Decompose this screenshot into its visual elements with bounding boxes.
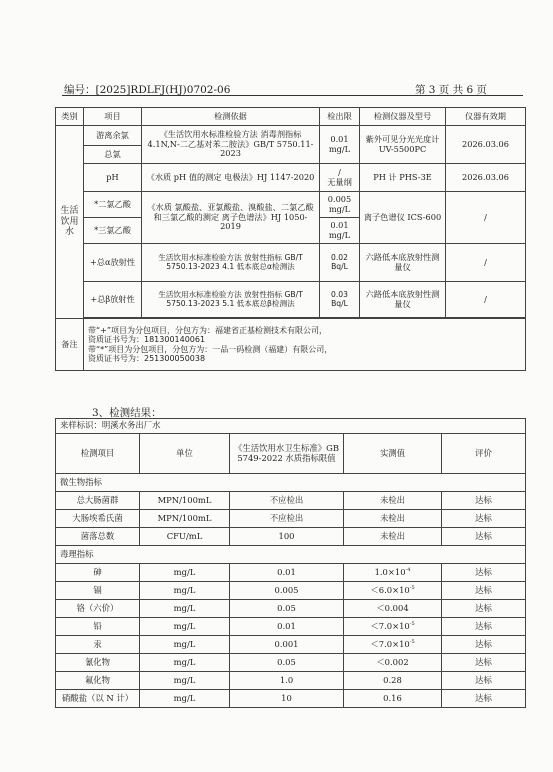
result-unit: mg/L <box>140 618 230 636</box>
validity-cell: / <box>446 244 526 282</box>
result-eval: 达标 <box>442 618 526 636</box>
result-unit: mg/L <box>140 600 230 618</box>
note-content <box>84 319 526 371</box>
result-eval: 达标 <box>442 510 526 528</box>
result-unit: mg/L <box>140 690 230 708</box>
result-value <box>344 618 442 636</box>
result-value: 0.16 <box>344 690 442 708</box>
item-cell: +总α放射性 <box>84 244 142 282</box>
method-cell: 《水质 pH 值的测定 电极法》HJ 1147-2020 <box>142 164 320 192</box>
report-number: 编号：[2025]RDLFJ(HJ)0702-06 <box>64 84 231 96</box>
col-header: 检测仪器及型号 <box>360 108 446 126</box>
value-exponent: -4 <box>405 566 411 573</box>
result-value <box>344 564 442 582</box>
item-cell: *二氯乙酸 <box>84 192 142 218</box>
method-cell: 《生活饮用水标准检验方法 消毒剂指标 4.1N,N-二乙基对苯二胺法》GB/T 5750.11-2023 <box>142 126 320 164</box>
col-header: 评价 <box>442 434 526 474</box>
instrument-cell: 离子色谱仪 ICS-600 <box>360 192 446 244</box>
result-item: 菌落总数 <box>56 528 140 546</box>
result-unit: mg/L <box>140 672 230 690</box>
note-line: 资质证书号为：181300140061 <box>88 335 206 345</box>
value-mantissa: 1.0×10 <box>374 566 406 577</box>
result-unit: mg/L <box>140 582 230 600</box>
item-cell: 总氯 <box>84 146 142 164</box>
limit-cell: 0.01 mg/L <box>320 218 360 244</box>
result-item: 硝酸盐（以 N 计） <box>56 690 140 708</box>
note-label: 备注 <box>56 319 84 371</box>
result-limit: 0.001 <box>230 636 344 654</box>
instrument-cell: 紫外可见分光光度计 UV-5500PC <box>360 126 446 164</box>
result-eval: 达标 <box>442 582 526 600</box>
result-unit: MPN/100mL <box>140 492 230 510</box>
result-unit: CFU/mL <box>140 528 230 546</box>
result-limit: 0.01 <box>230 564 344 582</box>
col-header: 实测值 <box>344 434 442 474</box>
limit-cell: 0.005 mg/L <box>320 192 360 218</box>
result-limit: 不应检出 <box>230 510 344 528</box>
method-cell: 生活饮用水标准检验方法 放射性指标 GB/T 5750.13-2023 5.1 低本底总β检测法 <box>142 282 320 318</box>
value-exponent: -5 <box>409 584 415 591</box>
ph-limit-slash: / <box>338 167 341 178</box>
validity-cell: / <box>446 282 526 318</box>
note-line: 资质证书号为：251300050038 <box>88 353 206 363</box>
results-table <box>55 418 526 708</box>
limit-cell <box>320 164 360 192</box>
limit-cell: 0.02 Bq/L <box>320 244 360 282</box>
result-eval: 达标 <box>442 564 526 582</box>
result-item: 氰化物 <box>56 654 140 672</box>
result-eval: 达标 <box>442 672 526 690</box>
result-unit: mg/L <box>140 636 230 654</box>
result-value: ＜0.004 <box>344 600 442 618</box>
validity-cell: / <box>446 192 526 244</box>
col-header: 《生活饮用水卫生标准》GB 5749-2022 水质指标限值 <box>230 434 344 474</box>
sample-label: 来样标识：明溪水务出厂水 <box>56 419 526 434</box>
method-cell: 生活饮用水标准检验方法 放射性指标 GB/T 5750.13-2023 4.1 低本底总α检测法 <box>142 244 320 282</box>
page-indicator: 第 3 页 共 6 页 <box>414 84 487 96</box>
validity-cell: 2026.03.06 <box>446 164 526 192</box>
value-mantissa: ＜7.0×10 <box>370 620 410 631</box>
result-limit: 1.0 <box>230 672 344 690</box>
instrument-cell: PH 计 PHS-3E <box>360 164 446 192</box>
result-value: ＜0.002 <box>344 654 442 672</box>
result-item: 大肠埃希氏菌 <box>56 510 140 528</box>
result-limit: 0.05 <box>230 600 344 618</box>
result-item: 氟化物 <box>56 672 140 690</box>
result-item: 镉 <box>56 582 140 600</box>
result-eval: 达标 <box>442 600 526 618</box>
col-header: 项目 <box>84 108 142 126</box>
group-label: 毒理指标 <box>56 546 526 564</box>
value-exponent: -5 <box>409 620 415 627</box>
result-limit: 不应检出 <box>230 492 344 510</box>
result-item: 砷 <box>56 564 140 582</box>
result-item: 铅 <box>56 618 140 636</box>
item-cell: 游离余氯 <box>84 126 142 146</box>
result-limit: 0.05 <box>230 654 344 672</box>
limit-cell: 0.01 mg/L <box>320 126 360 164</box>
result-unit: mg/L <box>140 564 230 582</box>
result-unit: mg/L <box>140 654 230 672</box>
result-eval: 达标 <box>442 654 526 672</box>
item-cell: *三氯乙酸 <box>84 218 142 244</box>
instrument-cell: 六路低本底放射性测量仪 <box>360 244 446 282</box>
result-limit: 10 <box>230 690 344 708</box>
result-limit: 100 <box>230 528 344 546</box>
result-value: 未检出 <box>344 510 442 528</box>
result-eval: 达标 <box>442 528 526 546</box>
col-header: 检出限 <box>320 108 360 126</box>
group-label: 微生物指标 <box>56 474 526 492</box>
note-line: 带“+”项目为分包项目，分包方为：福建省正基检测技术有限公司， <box>88 326 327 336</box>
result-value: 0.28 <box>344 672 442 690</box>
note-line: 带“*”项目为分包项目，分包方为：一品一码检测（福建）有限公司， <box>88 344 333 354</box>
col-header: 检测项目 <box>56 434 140 474</box>
col-header: 检测依据 <box>142 108 320 126</box>
value-exponent: -5 <box>409 638 415 645</box>
result-limit: 0.005 <box>230 582 344 600</box>
col-header: 仪器有效期 <box>446 108 526 126</box>
result-eval: 达标 <box>442 636 526 654</box>
result-value: 未检出 <box>344 492 442 510</box>
instrument-cell: 六路低本底放射性测量仪 <box>360 282 446 318</box>
result-value: 未检出 <box>344 528 442 546</box>
result-item: 总大肠菌群 <box>56 492 140 510</box>
result-unit: MPN/100mL <box>140 510 230 528</box>
col-header: 类别 <box>56 108 84 126</box>
result-value <box>344 582 442 600</box>
value-mantissa: ＜7.0×10 <box>370 638 410 649</box>
limit-cell: 0.03 Bq/L <box>320 282 360 318</box>
result-item: 汞 <box>56 636 140 654</box>
header-rule <box>62 95 523 96</box>
validity-cell: 2026.03.06 <box>446 126 526 164</box>
result-eval: 达标 <box>442 690 526 708</box>
section-title: 3、检测结果： <box>92 407 162 419</box>
result-value <box>344 636 442 654</box>
col-header: 单位 <box>140 434 230 474</box>
item-cell: +总β放射性 <box>84 282 142 318</box>
result-item: 铬（六价） <box>56 600 140 618</box>
item-cell: pH <box>84 164 142 192</box>
value-mantissa: ＜6.0×10 <box>370 584 410 595</box>
result-limit: 0.01 <box>230 618 344 636</box>
method-table <box>55 107 526 371</box>
category-cell: 生活饮用水 <box>56 126 84 319</box>
ph-limit-unit: 无量纲 <box>327 176 352 187</box>
method-cell: 《水质 氯酸盐、亚氯酸盐、溴酸盐、二氯乙酸和三氯乙酸的测定 离子色谱法》HJ 1050-2019 <box>142 192 320 244</box>
result-eval: 达标 <box>442 492 526 510</box>
